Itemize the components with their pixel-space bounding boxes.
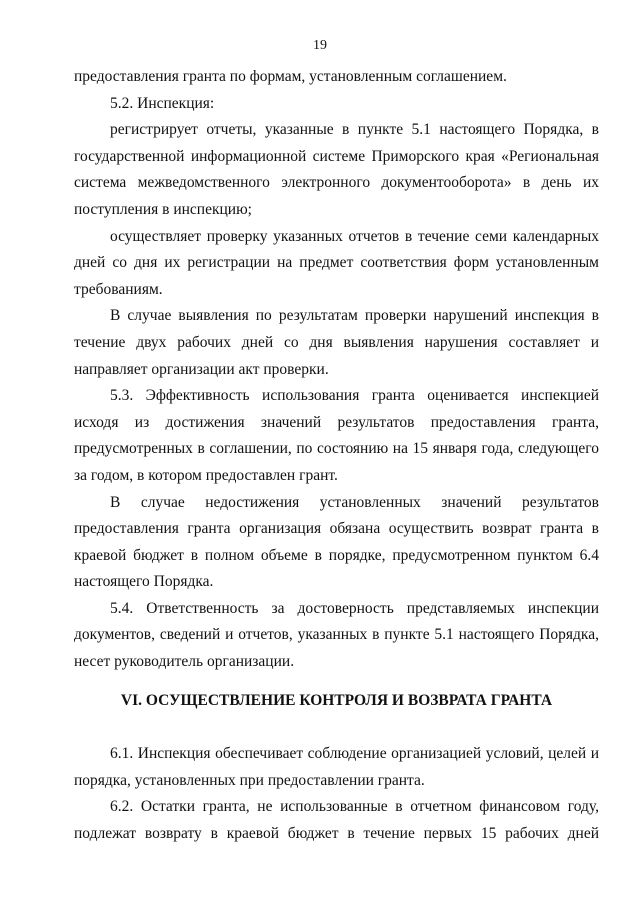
paragraph: 5.2. Инспекция:: [110, 94, 215, 112]
paragraph: регистрирует отчеты, указанные в пункте 5.1 настоящего Порядка, в государственной информационной системе Приморского края «Региональная система межведомственного электронного документооборота» в день их поступления в инспекцию;: [74, 121, 599, 218]
paragraph: осуществляет проверку указанных отчетов в течение семи календарных дней со дня их регистрации на предмет соответствия форм установленным требованиям.: [74, 227, 599, 298]
paragraph: предоставления гранта по формам, установленным соглашением.: [74, 68, 507, 85]
paragraph: В случае недостижения установленных значений результатов предоставления гранта организация обязана осуществить возврат гранта в краевой бюджет в полном объеме в порядке, предусмотренном пунктом 6.4 настоящего Порядка.: [74, 493, 599, 591]
paragraph: 6.2. Остатки гранта, не использованные в отчетном финансовом году, подлежат возврату в краевой бюджет в течение первых 15 рабочих дней: [74, 798, 599, 842]
page-number: 19: [313, 38, 327, 53]
paragraph: 5.4. Ответственность за достоверность представляемых инспекции документов, сведений и отчетов, указанных в пункте 5.1 настоящего Порядка, несет руководитель организации.: [74, 599, 599, 671]
paragraph: 6.1. Инспекция обеспечивает соблюдение организацией условий, целей и порядка, установленных при предоставлении гранта.: [74, 745, 599, 789]
paragraph: В случае выявления по результатам проверки нарушений инспекция в течение двух рабочих дней со дня выявления нарушения составляет и направляет организации акт проверки.: [74, 307, 599, 378]
section-heading: VI. ОСУЩЕСТВЛЕНИЕ КОНТРОЛЯ И ВОЗВРАТА ГРАНТА: [120, 692, 553, 709]
section-body-text: [74, 741, 599, 847]
body-text: [74, 64, 599, 676]
paragraph: 5.3. Эффективность использования гранта оценивается инспекцией исходя из достижения значений результатов предоставления гранта, предусмотренных в соглашении, по состоянию на 15 января года, следующего за годом, в котором предоставлен грант.: [74, 387, 599, 484]
